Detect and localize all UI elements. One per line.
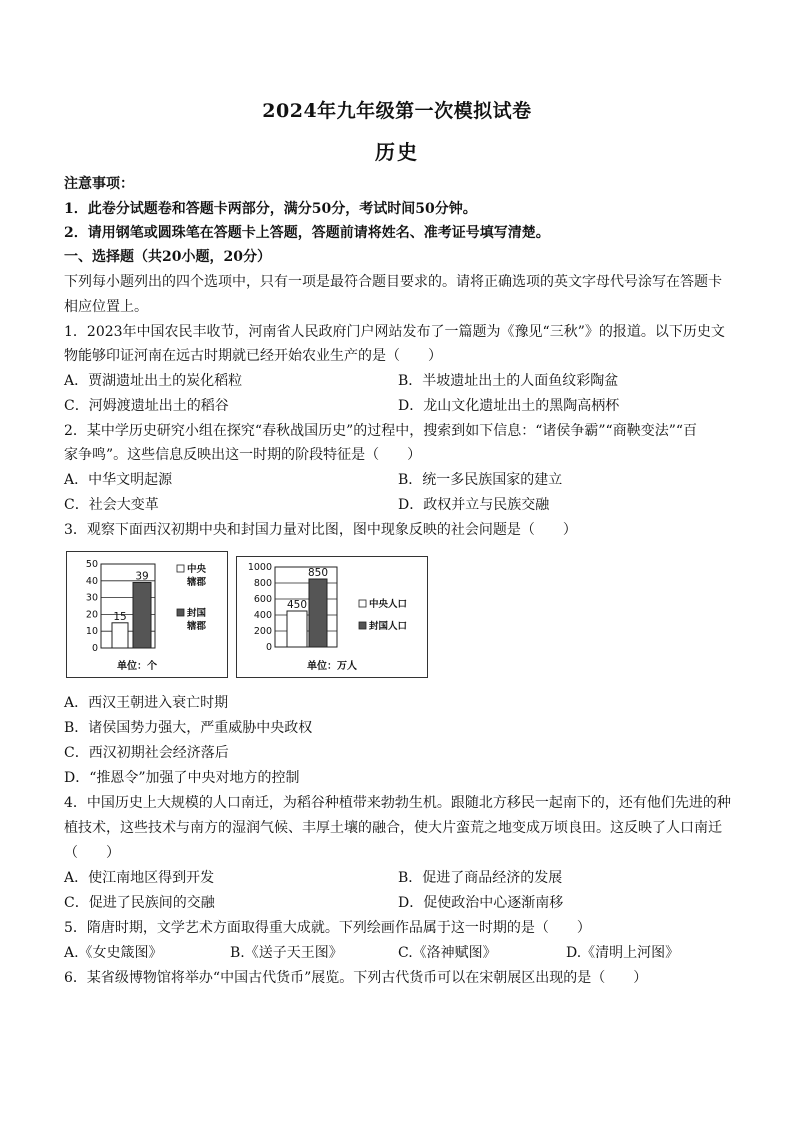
y-tick-label: 600 xyxy=(253,594,272,605)
legend-label: 辖郡 xyxy=(187,577,207,588)
legend-swatch xyxy=(177,565,184,572)
question-text: （ ） xyxy=(64,845,120,861)
question-text: 物能够印证河南在远古时期就已经开始农业生产的是（ ） xyxy=(64,348,442,364)
option-c: C．社会大变革 xyxy=(64,497,159,513)
option-d: D．龙山文化遗址出土的黑陶高柄杯 xyxy=(398,398,620,414)
option-a: A．使江南地区得到开发 xyxy=(64,870,215,886)
option-b: B．半坡遗址出土的人面鱼纹彩陶盆 xyxy=(398,373,619,389)
y-tick-label: 800 xyxy=(253,578,272,589)
chart-population-svg xyxy=(237,557,427,677)
y-tick-label: 40 xyxy=(85,575,98,587)
option-b: B．诸侯国势力强大，严重威胁中央政权 xyxy=(64,720,313,736)
y-tick-label: 30 xyxy=(85,592,98,604)
option-a: A．西汉王朝进入衰亡时期 xyxy=(64,695,229,711)
y-tick-label: 10 xyxy=(85,626,98,638)
legend-swatch xyxy=(177,609,184,616)
unit-label: 单位：万人 xyxy=(307,661,357,672)
option-d: D.《清明上河图》 xyxy=(566,945,680,961)
section-instructions: 下列每小题列出的四个选项中，只有一项是最符合题目要求的。请将正确选项的英文字母代号涂写在答题卡 xyxy=(64,274,722,290)
option-c: C．河姆渡遗址出土的稻谷 xyxy=(64,398,229,414)
option-a: A．中华文明起源 xyxy=(64,472,173,488)
question-text: 3．观察下面西汉初期中央和封国力量对比图，图中现象反映的社会问题是（ ） xyxy=(64,522,577,538)
legend-label: 中央 xyxy=(187,564,207,575)
chart-commanderies xyxy=(66,551,228,678)
option-b: B．统一多民族国家的建立 xyxy=(398,472,563,488)
legend-label: 辖郡 xyxy=(187,621,207,632)
option-d: D．政权并立与民族交融 xyxy=(398,497,550,513)
bar-value-label: 39 xyxy=(135,570,149,583)
unit-label: 单位：个 xyxy=(117,661,157,672)
option-d: D．促使政治中心逐渐南移 xyxy=(398,895,564,911)
question-text: 植技术，这些技术与南方的湿润气候、丰厚土壤的融合，使大片蛮荒之地变成万顷良田。这反映了人口南迁 xyxy=(64,820,722,836)
legend-label: 封国 xyxy=(187,608,207,619)
bar-value-label: 850 xyxy=(307,567,329,579)
y-tick-label: 20 xyxy=(85,609,98,621)
legend-label: 中央人口 xyxy=(369,599,408,610)
question-text: 5．隋唐时期，文学艺术方面取得重大成就。下列绘画作品属于这一时期的是（ ） xyxy=(64,920,591,936)
option-c: C．西汉初期社会经济落后 xyxy=(64,745,229,761)
y-tick-label: 50 xyxy=(85,559,98,570)
y-tick-label: 0 xyxy=(91,643,98,654)
bar xyxy=(133,582,151,648)
y-tick-label: 0 xyxy=(265,642,272,653)
note-item: 1．此卷分试题卷和答题卡两部分，满分50分，考试时间50分钟。 xyxy=(64,201,477,217)
y-tick-label: 200 xyxy=(253,626,272,637)
option-d: D．“推恩令”加强了中央对地方的控制 xyxy=(64,770,300,786)
note-item: 2．请用钢笔或圆珠笔在答题卡上答题，答题前请将姓名、准考证号填写清楚。 xyxy=(64,225,550,241)
y-tick-label: 400 xyxy=(253,610,272,621)
bar-value-label: 450 xyxy=(286,599,308,611)
section-heading: 一、选择题（共20小题，20分） xyxy=(64,249,271,265)
chart-commanderies-svg xyxy=(67,552,227,677)
question-text: 2．某中学历史研究小组在探究“春秋战国历史”的过程中，搜索到如下信息：“诸侯争霸”“商鞅变法”“百 xyxy=(64,423,698,439)
legend-label: 封国人口 xyxy=(369,621,408,632)
bar-value-label: 15 xyxy=(113,610,127,623)
option-a: A.《女史箴图》 xyxy=(64,945,163,961)
option-b: B.《送子天王图》 xyxy=(230,945,343,961)
exam-subject: 历史 xyxy=(375,140,419,164)
legend-swatch xyxy=(359,622,366,629)
option-a: A．贾湖遗址出土的炭化稻粒 xyxy=(64,373,243,389)
bar xyxy=(309,579,327,647)
section-instructions: 相应位置上。 xyxy=(64,299,148,315)
y-tick-label: 1000 xyxy=(247,562,272,573)
exam-title: 2024年九年级第一次模拟试卷 xyxy=(262,100,532,122)
bar xyxy=(287,611,307,647)
option-c: C.《洛神赋图》 xyxy=(398,945,497,961)
option-b: B．促进了商品经济的发展 xyxy=(398,870,563,886)
question-text: 6．某省级博物馆将举办“中国古代货币”展览。下列古代货币可以在宋朝展区出现的是（ ） xyxy=(64,970,648,986)
question-text: 4．中国历史上大规模的人口南迁，为稻谷种植带来勃勃生机。跟随北方移民一起南下的，还有他们先进的种 xyxy=(64,795,731,811)
question-text: 家争鸣”。这些信息反映出这一时期的阶段特征是（ ） xyxy=(64,447,422,463)
legend-swatch xyxy=(359,600,366,607)
option-c: C．促进了民族间的交融 xyxy=(64,895,215,911)
chart-population xyxy=(236,556,428,678)
notes-heading: 注意事项： xyxy=(64,176,134,192)
question-text: 1．2023年中国农民丰收节，河南省人民政府门户网站发布了一篇题为《豫见“三秋”》的报道。以下历史文 xyxy=(64,324,725,340)
bar xyxy=(112,623,128,648)
